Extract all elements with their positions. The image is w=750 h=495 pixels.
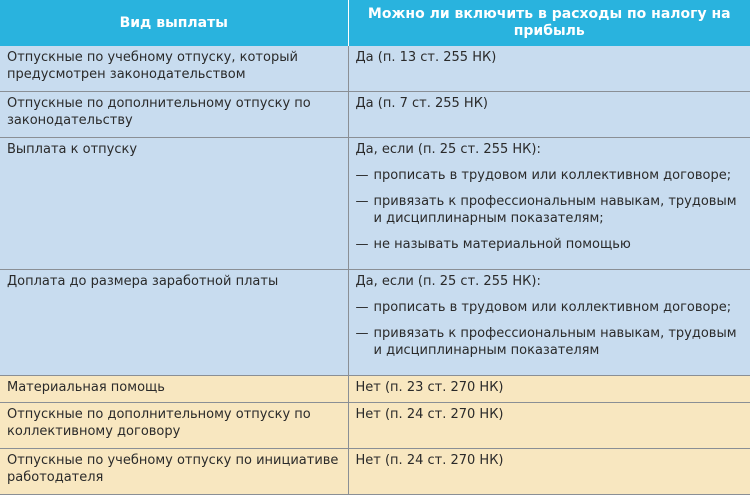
payment-cell: Материальная помощь <box>0 376 348 403</box>
answer-cell: Нет (п. 24 ст. 270 НК) <box>348 403 750 449</box>
table-row <box>0 138 750 270</box>
condition-item <box>356 236 743 253</box>
answer-cell: Да (п. 13 ст. 255 НК) <box>348 46 750 92</box>
condition-item <box>356 167 743 184</box>
answer-cell: Нет (п. 24 ст. 270 НК) <box>348 449 750 495</box>
table-row <box>0 92 750 138</box>
header-row <box>0 0 750 46</box>
table-row <box>0 449 750 495</box>
dash-marker: — <box>355 168 369 183</box>
condition-text: привязать к профессиональным навыкам, трудовым и дисциплинарным показателям; <box>373 194 737 226</box>
condition-item <box>356 193 743 227</box>
condition-text: прописать в трудовом или коллективном договоре; <box>373 300 732 315</box>
payment-cell: Отпускные по учебному отпуску по инициативе работодателя <box>0 449 348 495</box>
answer-intro: Да, если (п. 25 ст. 255 НК): <box>355 142 541 157</box>
condition-text: привязать к профессиональным навыкам, трудовым и дисциплинарным показателям <box>373 326 737 358</box>
dash-marker: — <box>355 300 369 315</box>
table-row <box>0 46 750 92</box>
condition-item <box>356 299 743 316</box>
payment-cell: Отпускные по дополнительному отпуску по законодательству <box>0 92 348 138</box>
answer-cell: Да (п. 7 ст. 255 НК) <box>348 92 750 138</box>
payment-cell: Доплата до размера заработной платы <box>0 270 348 376</box>
dash-marker: — <box>355 326 369 341</box>
table-row <box>0 270 750 376</box>
payment-cell: Выплата к отпуску <box>0 138 348 270</box>
answer-intro: Да, если (п. 25 ст. 255 НК): <box>355 274 541 289</box>
payment-cell: Отпускные по учебному отпуску, который предусмотрен законодательством <box>0 46 348 92</box>
table-row <box>0 403 750 449</box>
table-row <box>0 376 750 403</box>
dash-marker: — <box>355 237 369 252</box>
condition-text: не называть материальной помощью <box>373 237 631 252</box>
condition-text: прописать в трудовом или коллективном договоре; <box>373 168 732 183</box>
answer-cell <box>348 270 750 376</box>
dash-marker: — <box>355 194 369 209</box>
answer-cell: Нет (п. 23 ст. 270 НК) <box>348 376 750 403</box>
header-payment-type: Вид выплаты <box>0 0 348 46</box>
condition-item <box>356 325 743 359</box>
payment-cell: Отпускные по дополнительному отпуску по коллективному договору <box>0 403 348 449</box>
answer-cell <box>348 138 750 270</box>
header-tax-deductible: Можно ли включить в расходы по налогу на прибыль <box>348 0 750 46</box>
